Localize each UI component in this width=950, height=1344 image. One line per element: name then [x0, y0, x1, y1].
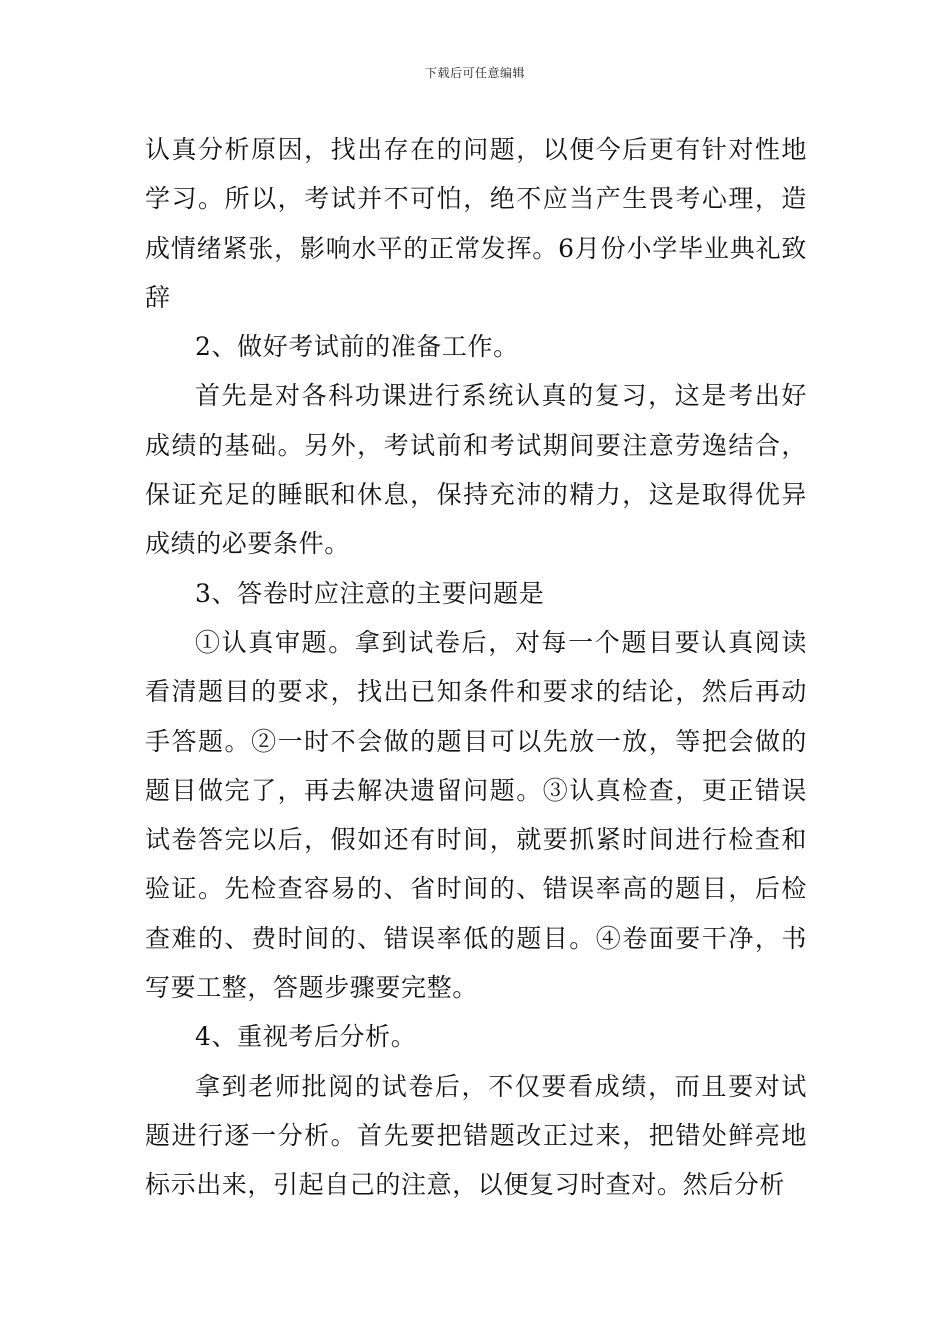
- paragraph-answering-steps: ①认真审题。拿到试卷后，对每一个题目要认真阅读看清题目的要求，找出已知条件和要求的结论，然后再动手答题。②一时不会做的题目可以先放一放，等把会做的题目做完了，再去解决遗留问题。③认真检查，更正错误试卷答完以后，假如还有时间，就要抓紧时间进行检查和验证。先检查容易的、省时间的、错误率高的题目，后检查难的、费时间的、错误率低的题目。④卷面要干净，书写要工整，答题步骤要完整。: [145, 627, 807, 1003]
- heading-answering-issues: 3、答卷时应注意的主要问题是: [195, 578, 545, 608]
- paragraph-continued-reason: 认真分析原因，找出存在的问题，以便今后更有针对性地学习。所以，考试并不可怕，绝不应当产生畏考心理，造成情绪紧张，影响水平的正常发挥。6月份小学毕业典礼致辞: [145, 135, 807, 312]
- paragraph-review-first: 首先是对各科功课进行系统认真的复习，这是考出好成绩的基础。另外，考试前和考试期间要注意劳逸结合，保证充足的睡眠和休息，保持充沛的精力，这是取得优异成绩的必要条件。: [145, 381, 807, 559]
- document-body: [145, 125, 807, 1210]
- page-header: 下载后可任意编辑: [424, 66, 525, 80]
- heading-post-exam-analysis: 4、重视考后分析。: [195, 1022, 417, 1052]
- heading-exam-preparation: 2、做好考试前的准备工作。: [195, 332, 519, 362]
- paragraph-analyze-paper: 拿到老师批阅的试卷后，不仅要看成绩，而且要对试题进行逐一分析。首先要把错题改正过来，把错处鲜亮地标示出来，引起自己的注意，以便复习时查对。然后分析: [145, 1071, 807, 1200]
